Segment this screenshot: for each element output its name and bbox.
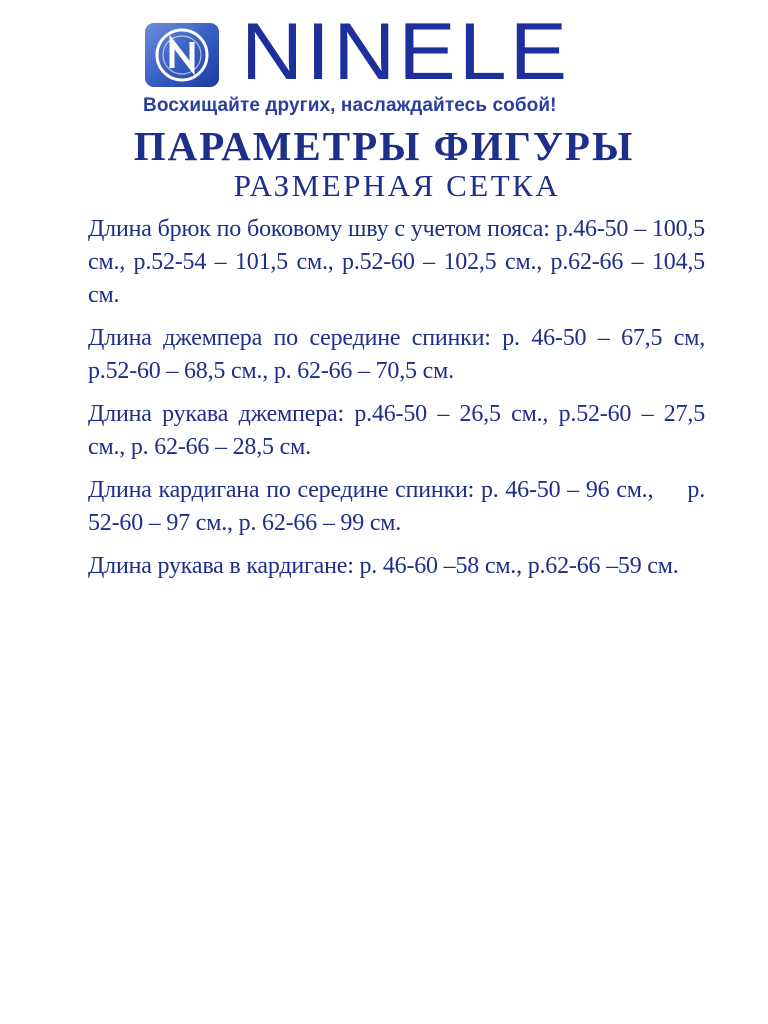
measurement-jumper-length: Длина джемпера по середине спинки: р. 46-50 – 67,5 см, р.52-60 – 68,5 см., р. 62-66 – 70,5 см. <box>88 325 705 384</box>
measurement-cardigan-sleeve: Длина рукава в кардигане: р. 46-60 –58 см., р.62-66 –59 см. <box>88 553 679 579</box>
brand-name: NINELE <box>241 7 571 97</box>
measurement-trousers-length: Длина брюк по боковому шву с учетом пояса: р.46-50 – 100,5 см., р.52-54 – 101,5 см., р.52-60 – 102,5 см., р.62-66 – 104,5 см. <box>88 216 705 308</box>
page-title: ПАРАМЕТРЫ ФИГУРЫ <box>133 123 635 169</box>
page-subtitle: РАЗМЕРНАЯ СЕТКА <box>233 168 561 203</box>
measurements-list <box>88 213 711 593</box>
measurement-jumper-sleeve: Длина рукава джемпера: р.46-50 – 26,5 см., р.52-60 – 27,5 см., р. 62-66 – 28,5 см. <box>88 401 705 460</box>
ninele-emblem-icon <box>144 22 220 88</box>
measurement-cardigan-length: Длина кардигана по середине спинки: р. 46-50 – 96 см., р. 52-60 – 97 см., р. 62-66 – 99 см. <box>88 477 711 536</box>
brand-tagline: Восхищайте других, наслаждайтесь собой! <box>143 95 557 116</box>
brand-logo <box>141 7 641 118</box>
